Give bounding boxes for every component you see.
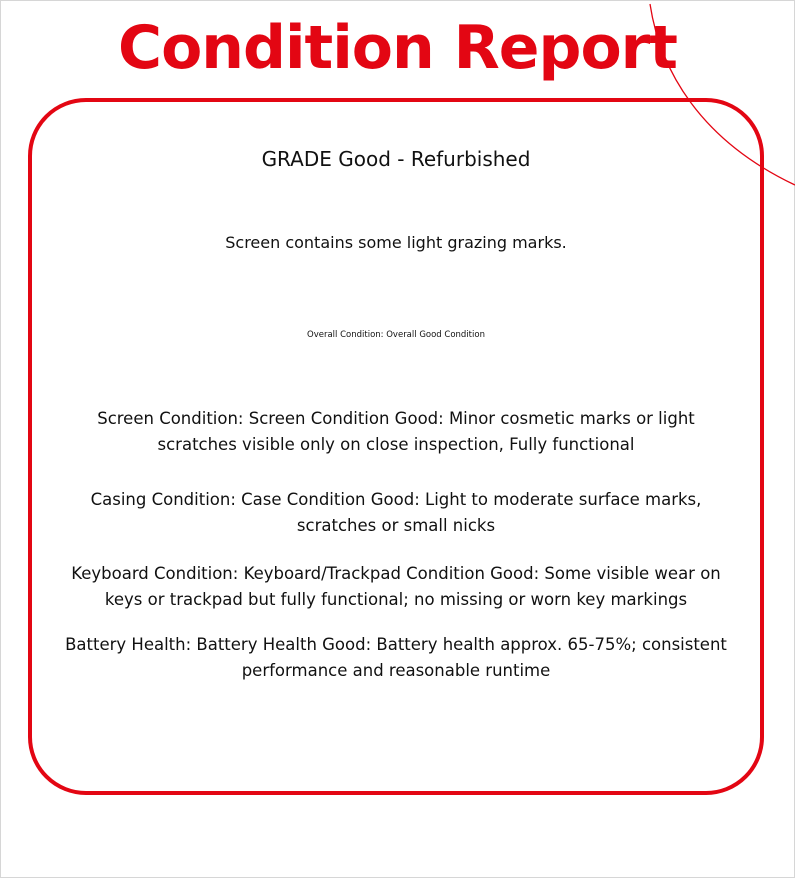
keyboard-condition: Keyboard Condition: Keyboard/Trackpad Condition Good: Some visible wear on keys or trackpad but fully functional; no missing or worn key markings <box>71 564 721 609</box>
screen-note: Screen contains some light grazing marks. <box>225 233 567 252</box>
battery-health: Battery Health: Battery Health Good: Battery health approx. 65-75%; consistent performance and reasonable runtime <box>65 635 727 680</box>
report-title: Condition Report <box>118 13 677 83</box>
overall-condition: Overall Condition: Overall Good Condition <box>307 330 485 340</box>
grade-label: GRADE Good - Refurbished <box>261 147 531 171</box>
screen-condition: Screen Condition: Screen Condition Good: Minor cosmetic marks or light scratches visible only on close inspection, Fully functional <box>97 409 695 454</box>
casing-condition: Casing Condition: Case Condition Good: Light to moderate surface marks, scratches or small nicks <box>90 490 702 535</box>
